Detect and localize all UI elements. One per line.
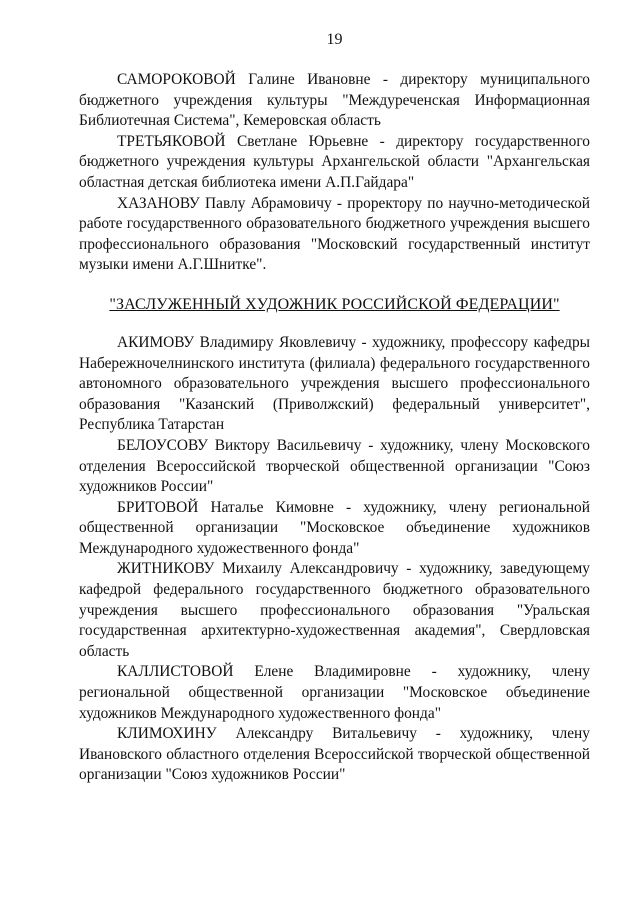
section-heading: "ЗАСЛУЖЕННЫЙ ХУДОЖНИК РОССИЙСКОЙ ФЕДЕРАЦИИ" <box>109 295 560 313</box>
award-entry: САМОРОКОВОЙ Галине Ивановне - директору муниципального бюджетного учреждения культуры "Междуреченская Информационная Библиотечная Система", Кемеровская область <box>79 71 590 130</box>
award-entry: ХАЗАНОВУ Павлу Абрамовичу - проректору по научно-методической работе государственного образовательного бюджетного учреждения высшего профессионального образования "Московский государственный институт музыки имени А.Г.Шнитке". <box>79 194 590 274</box>
award-entry: БЕЛОУСОВУ Виктору Васильевичу - художнику, члену Московского отделения Всероссийской творческой общественной организации "Союз художников России" <box>79 436 590 496</box>
award-entry: КЛИМОХИНУ Александру Витальевичу - художнику, члену Ивановского областного отделения Всероссийской творческой общественной организации "Союз художников России" <box>79 725 590 784</box>
award-entry: ТРЕТЬЯКОВОЙ Светлане Юрьевне - директору государственного бюджетного учреждения культуры Архангельской области "Архангельская областная детская библиотека имени А.П.Гайдара" <box>79 132 590 191</box>
award-entry: КАЛЛИСТОВОЙ Елене Владимировне - художнику, члену региональной общественной организации "Московское объединение художников Международного художественного фонда" <box>79 663 590 722</box>
entries-bottom <box>79 333 590 786</box>
award-entry: АКИМОВУ Владимиру Яковлевичу - художнику, профессору кафедры Набережночелнинского института (филиала) федерального государственного автономного образовательного учреждения высшего профессионального образования "Казанский (Приволжский) федеральный университет", Республика Татарстан <box>79 333 590 434</box>
award-entry: БРИТОВОЙ Наталье Кимовне - художнику, члену региональной общественной организации "Московское объединение художников Международного художественного фонда" <box>79 498 590 557</box>
award-entry: ЖИТНИКОВУ Михаилу Александровичу - художнику, заведующему кафедрой федерального государственного бюджетного образовательного учреждения высшего профессионального образования "Уральская государственная архитектурно-художественная академия", Свердловская область <box>79 560 590 660</box>
entries-top <box>79 70 590 276</box>
page-number: 19 <box>326 31 343 48</box>
